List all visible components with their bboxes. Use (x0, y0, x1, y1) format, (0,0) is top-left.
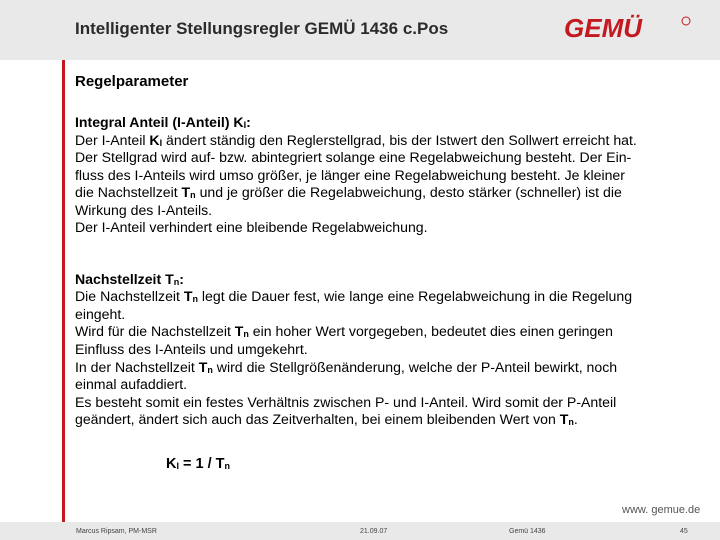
gemue-logo (562, 12, 692, 44)
footer-page-number: 45 (680, 528, 688, 535)
slide-title: Intelligenter Stellungsregler GEMÜ 1436 c.Pos (75, 19, 449, 38)
nachstell-line: Die Nachstellzeit $T_n$ legt die Dauer fest, wie lange eine Regelabweichung in die Regelung (75, 288, 633, 305)
nachstell-line: Es besteht somit ein festes Verhältnis zwischen P- und I-Anteil. Wird somit der P-Anteil (75, 393, 617, 410)
website-url: www. gemue.de (622, 504, 701, 516)
integral-line: Der I-Anteil $K_I$ ändert ständig den Reglerstellgrad, bis der Istwert den Sollwert erreicht hat. (75, 131, 637, 148)
nachstell-heading: Nachstellzeit $T_n$: (75, 270, 184, 287)
registered-mark-icon (682, 17, 690, 25)
integral-line: fluss des I-Anteils wird umso größer, je länger eine Regelabweichung besteht. Je kleiner (75, 166, 625, 183)
slide-header (0, 0, 720, 60)
footer-author: Marcus Ripsam, PM-MSR (76, 528, 157, 535)
integral-heading: Integral Anteil (I-Anteil) $K_I$: (75, 114, 251, 130)
nachstell-line: einmal aufaddiert. (75, 376, 188, 393)
nachstell-line: eingeht. (75, 305, 126, 322)
integral-line: die Nachstellzeit $T_n$ und je größer die Regelabweichung, desto stärker (schneller) ist die (75, 184, 622, 201)
footer-product: Gemü 1436 (509, 528, 546, 535)
integral-line: Der Stellgrad wird auf- bzw. abintegriert solange eine Regelabweichung besteht. Der Ein- (75, 149, 632, 166)
integral-line: Der I-Anteil verhindert eine bleibende Regelabweichung. (75, 219, 428, 236)
nachstell-line: Wird für die Nachstellzeit $T_n$ ein hoher Wert vorgegeben, bedeutet dies einen geringen (75, 323, 613, 340)
logo-text: GEMÜ (564, 13, 642, 43)
nachstell-line: geändert, ändert sich auch das Zeitverhalten, bei einem bleibenden Wert von $T_n$. (75, 411, 578, 428)
integral-line: Wirkung des I-Anteils. (75, 201, 213, 218)
footer-date: 21.09.07 (360, 528, 388, 535)
nachstell-line: Einfluss des I-Anteils und umgekehrt. (75, 341, 308, 358)
nachstell-line: In der Nachstellzeit $T_n$ wird die Stellgrößenänderung, welche der P-Anteil bewirkt, noch (75, 358, 618, 375)
red-accent-line (62, 60, 65, 522)
section-title: Regelparameter (75, 73, 189, 90)
formula: $K_I = 1 / T_n$ (166, 456, 231, 472)
content-body (75, 114, 705, 429)
slide-footer (0, 522, 720, 540)
